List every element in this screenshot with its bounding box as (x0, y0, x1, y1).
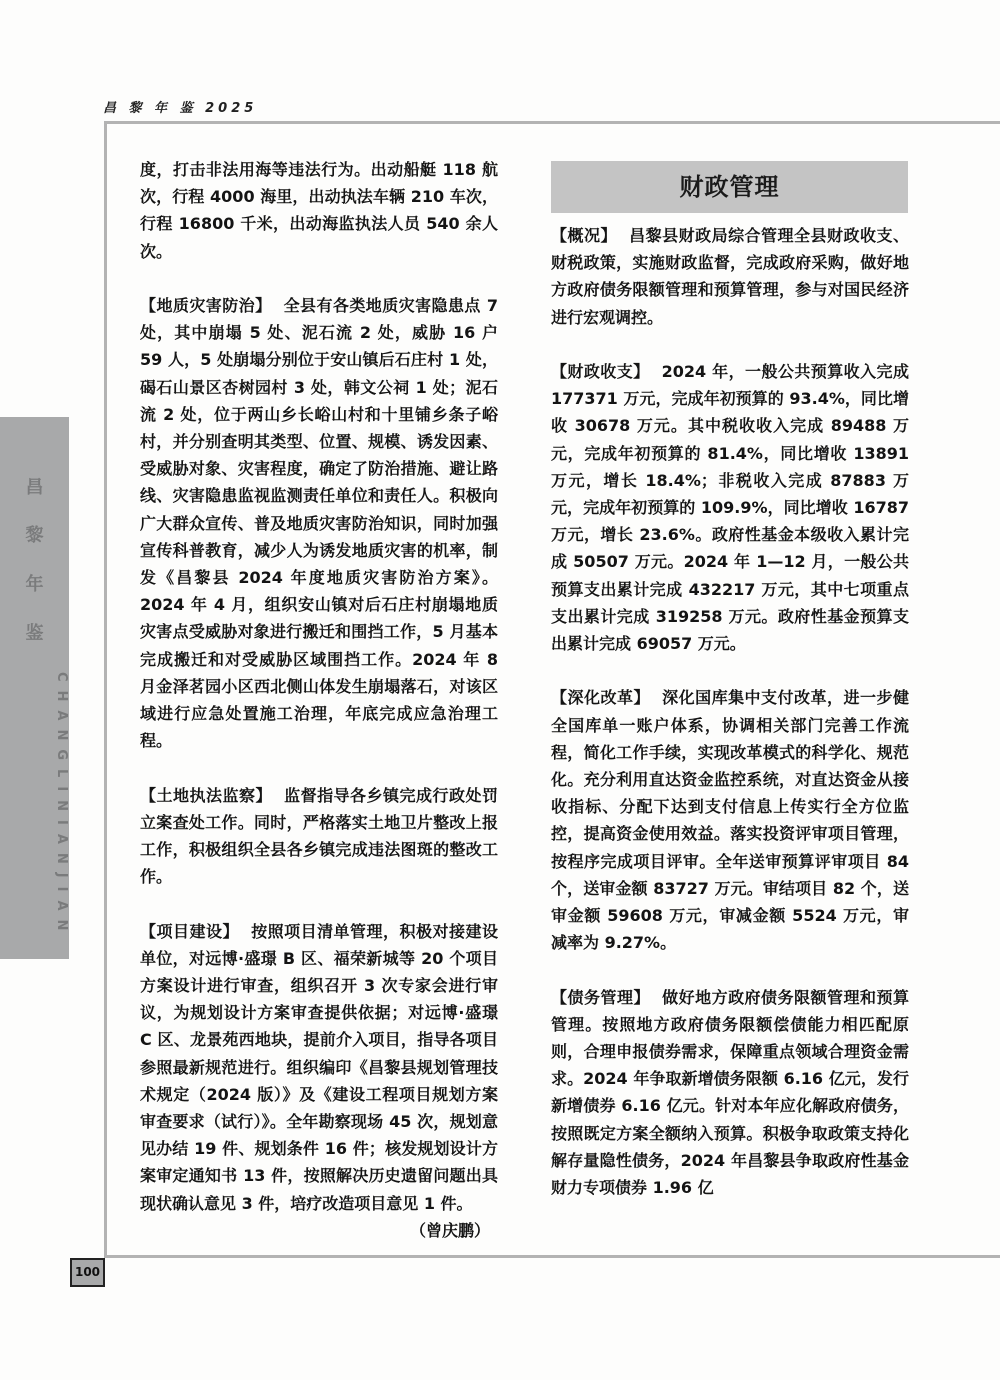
side-thumb-tab (0, 417, 69, 959)
section-overview (551, 222, 909, 331)
author-byline: （曾庆鹏） (409, 1220, 490, 1240)
section-heading: 【深化改革】 (551, 688, 650, 708)
section-body: 2024 年，一般公共预算收入完成 177371 万元，完成年初预算的 93.4%，同比增收 30678 万元。其中税收收入完成 89488 万元，完成年初预算的 81.4%，同比增收 13891 万元，增长 18.4%；非税收入完成 87883 万元，完成年初预算的 109.9%，同比增收 16787 万元，增长 23.6%。政府性基金本级收入累计完成 50507 万元。2024 年 1—12 月，一般公共预算支出累计完成 432217 万元，其中七项重点支出累计完成 319258 万元。政府性基金预算支出累计完成 69057 万元。 (551, 362, 909, 654)
side-tab-char: 年 (25, 574, 44, 595)
section-body: 深化国库集中支付改革，进一步健全国库单一账户体系，协调相关部门完善工作流程，简化工作手续，实现改革模式的科学化、规范化。充分利用直达资金监控系统，对直达资金从接收指标、分配下达到支付信息上传实行全方位监控，提高资金使用效益。落实投资评审项目管理，按程序完成项目评审。全年送审预算评审项目 84 个，送审金额 83727 万元。审结项目 82 个，送审金额 59608 万元，审减金额 5524 万元，审减率为 9.27%。 (551, 688, 909, 953)
section-heading: 【地质灾害防治】 (140, 296, 272, 315)
section-heading: 【项目建设】 (140, 921, 239, 941)
section-deepen-reform (551, 684, 909, 956)
section-heading: 【债务管理】 (551, 987, 650, 1007)
section-body: 做好地方政府债务限额管理和预算管理。按照地方政府债务限额偿债能力相匹配原则，合理申报债券需求，保障重点领域合理资金需求。2024 年争取新增债务限额 6.16 亿元，发行新增债券 6.16 亿元。针对本年应化解政府债务，按照既定方案全额纳入预算。积极争取政策支持化解存量隐性债务，2024 年昌黎县争取政府性基金财力专项债券 1.96 亿 (551, 987, 909, 1198)
left-column (140, 156, 498, 1244)
section-body: 按照项目清单管理，积极对接建设单位，对远博·盛璟 B 区、福荣新城等 20 个项目方案设计进行审查，组织召开 3 次专家会进行审议，为规划设计方案审查提供依据；对远博·盛璟 C 区、龙景苑西地块，提前介入项目，指导各项目参照最新规范进行。组织编印《昌黎县规划管理技术规定（2024 版）》及《建设工程项目规划方案审查要求（试行）》。全年勘察现场 45 次，规划意见办结 19 件、规划条件 16 件；核发规划设计方案审定通知书 13 件，按照解决历史遗留问题出具现状确认意见 3 件，培疗改造项目意见 1 件。 (140, 921, 498, 1213)
section-body: 监督指导各乡镇完成行政处罚立案查处工作。同时，严格落实土地卫片整改上报工作，积极组织全县各乡镇完成违法图斑的整改工作。 (140, 785, 498, 887)
section-debt-management (551, 984, 909, 1202)
running-head: 昌 黎 年 鉴 2025 (103, 101, 258, 116)
section-body: 昌黎县财政局综合管理全县财政收支、财税政策，实施财政监督，完成政府采购，做好地方政府债务限额管理和预算管理，参与对国民经济进行宏观调控。 (551, 226, 909, 327)
section-project-construction (140, 918, 498, 1217)
section-heading: 【土地执法监察】 (140, 785, 272, 805)
right-column (551, 222, 909, 1228)
page-number: 100 (70, 1258, 105, 1287)
section-heading: 【概况】 (551, 226, 617, 245)
side-tab-char: 黎 (25, 525, 44, 546)
page-frame-top-rule (105, 121, 1000, 124)
page-frame-bottom-rule (105, 1255, 1000, 1258)
section-geological-hazard (140, 292, 498, 754)
section-revenue-expenditure (551, 358, 909, 657)
section-land-enforcement (140, 782, 498, 891)
side-tab-char: 昌 (25, 477, 44, 498)
section-heading: 【财政收支】 (551, 362, 650, 381)
side-tab-char: 鉴 (25, 623, 44, 644)
section-title-banner: 财政管理 (551, 161, 908, 213)
page-frame-left-rule (104, 121, 107, 1258)
side-tab-roman: CHANGLINIANJIAN (54, 672, 69, 940)
section-body: 全县有各类地质灾害隐患点 7 处，其中崩塌 5 处、泥石流 2 处，威胁 16 户 59 人，5 处崩塌分别位于安山镇后石庄村 1 处，碣石山景区杏树园村 3 处，韩文公祠 1 处；泥石流 2 处，位于两山乡长峪山村和十里铺乡条子峪村，并分别查明其类型、位置、规模、诱发因素、受威胁对象、灾害程度，确定了防治措施、避让路线、灾害隐患监视监测责任单位和责任人。积极向广大群众宣传、普及地质灾害防治知识，同时加强宣传科普教育，减少人为诱发地质灾害的机率，制发《昌黎县 2024 年度地质灾害防治方案》。2024 年 4 月，组织安山镇对后石庄村崩塌地质灾害点受威胁对象进行搬迁和围挡工作，5 月基本完成搬迁和对受威胁区域围挡工作。2024 年 8 月金泽茗园小区西北侧山体发生崩塌落石，对该区域进行应急处置施工治理，年底完成应急治理工程。 (140, 296, 498, 751)
continued-paragraph: 度，打击非法用海等违法行为。出动船艇 118 航次，行程 4000 海里，出动执法车辆 210 车次，行程 16800 千米，出动海监执法人员 540 余人次。 (140, 160, 498, 261)
